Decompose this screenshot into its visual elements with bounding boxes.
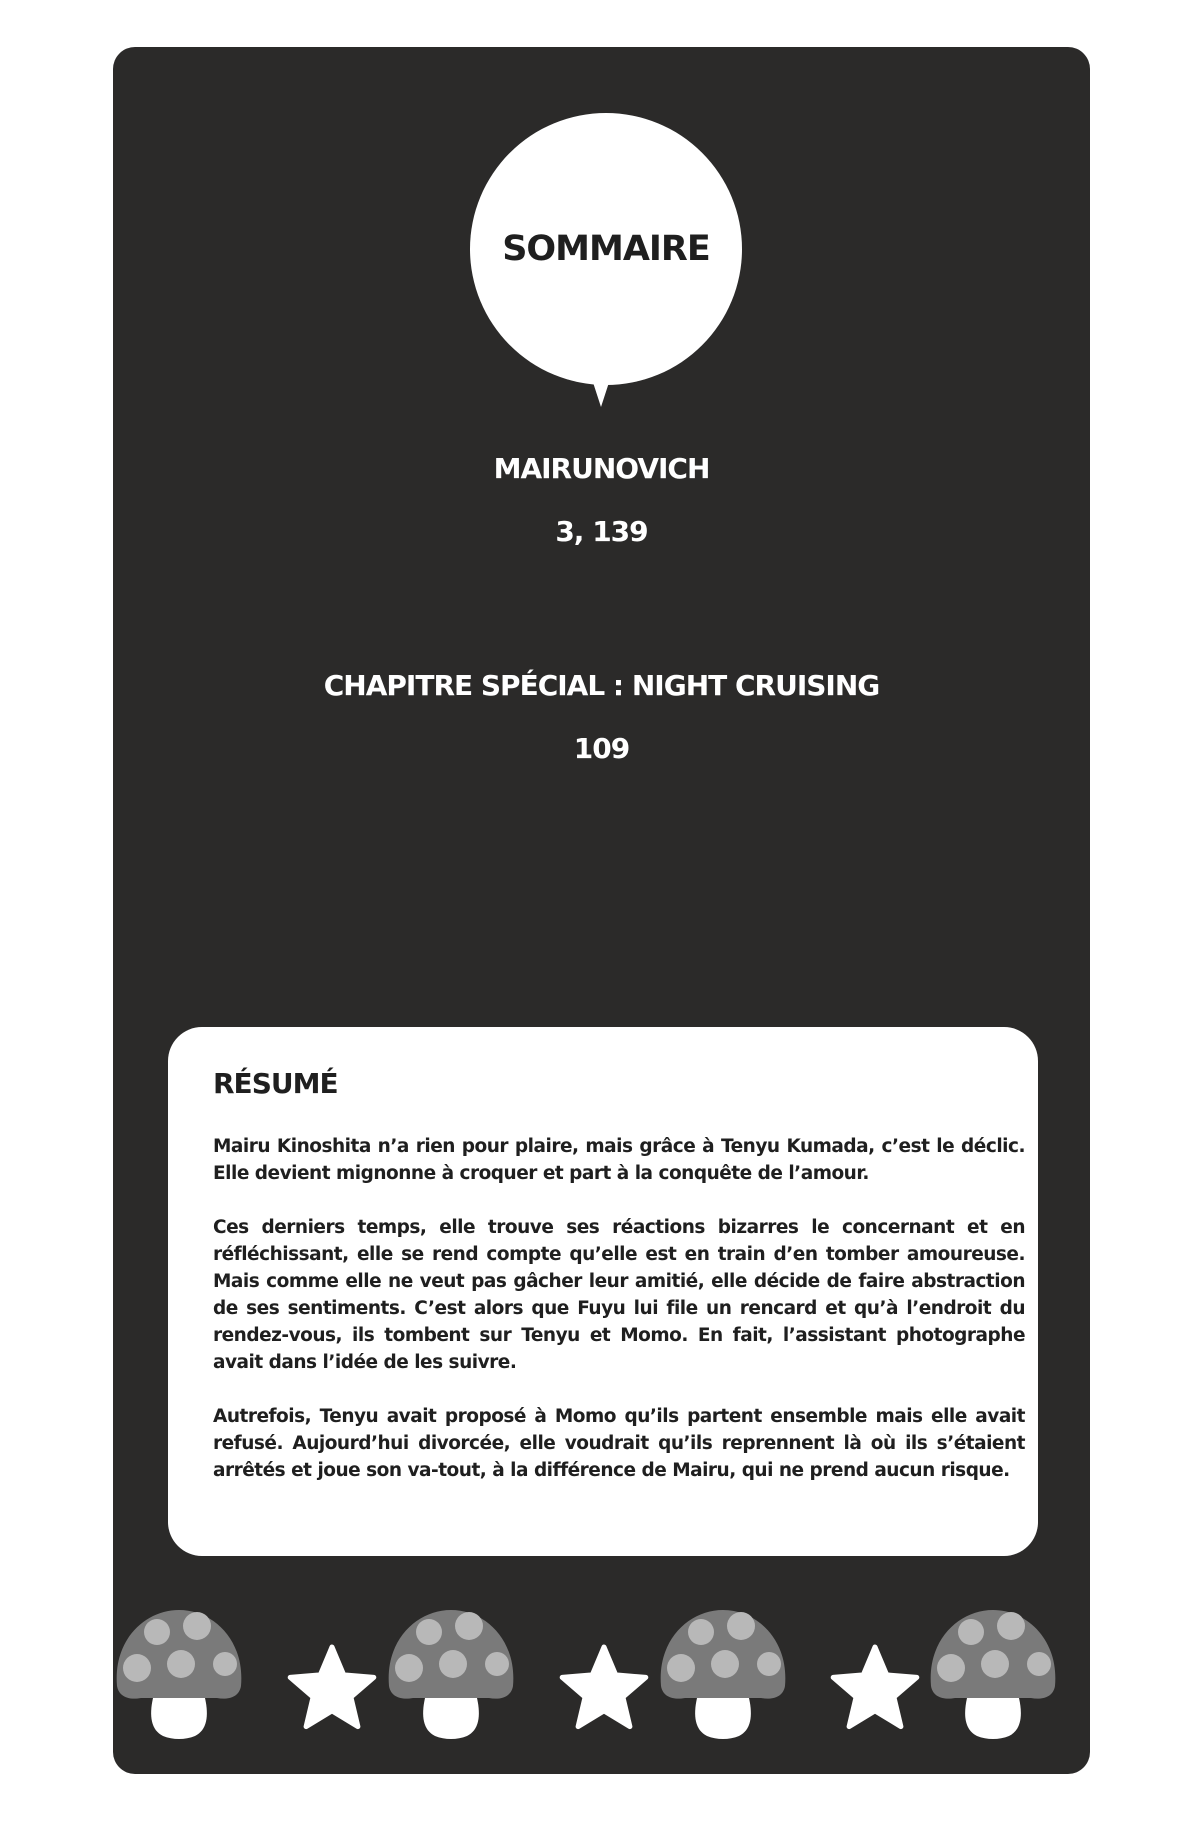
summary-panel: [168, 1027, 1038, 1556]
toc-entry-title: CHAPITRE SPÉCIAL : NIGHT CRUISING: [323, 669, 880, 702]
mushroom-icon: [117, 1610, 242, 1739]
mushroom-icon: [661, 1610, 786, 1739]
summary-title: RÉSUMÉ: [213, 1067, 338, 1100]
decorative-border: [113, 1610, 1090, 1750]
speech-bubble-tail: [588, 367, 614, 407]
mushroom-icon: [389, 1610, 514, 1739]
summary-paragraph: Autrefois, Tenyu avait proposé à Momo qu’ils partent ensemble mais elle avait refusé. Aujourd’hui divorcée, elle voudrait qu’ils reprennent là où ils s’étaient arrêtés et joue son va-tout, à la différence de Mairu, qui ne prend aucun risque.: [213, 1406, 1025, 1481]
star-icon: [562, 1647, 646, 1727]
toc-entry-title: MAIRUNOVICH: [493, 452, 710, 485]
page-title: SOMMAIRE: [502, 229, 710, 269]
toc-entry-pages: 3, 139: [555, 515, 648, 548]
contents-page-card: [113, 47, 1090, 1774]
star-icon: [290, 1647, 374, 1727]
summary-paragraph: Ces derniers temps, elle trouve ses réactions bizarres le concernant et en réfléchissant, elle se rend compte qu’elle est en train d’en tomber amoureuse. Mais comme elle ne veut pas gâcher leur amitié, elle décide de faire abstraction de ses sentiments. C’est alors que Fuyu lui file un rencard et qu’à l’endroit du rendez-vous, ils tombent sur Tenyu et Momo. En fait, l’assistant photographe avait dans l’idée de les suivre.: [213, 1217, 1025, 1373]
star-icon: [833, 1647, 917, 1727]
toc-entry-pages: 109: [573, 732, 630, 765]
summary-paragraph: Mairu Kinoshita n’a rien pour plaire, mais grâce à Tenyu Kumada, c’est le déclic. Elle devient mignonne à croquer et part à la conquête de l’amour.: [213, 1136, 1025, 1184]
speech-bubble: [470, 113, 742, 385]
mushroom-icon: [931, 1610, 1056, 1739]
